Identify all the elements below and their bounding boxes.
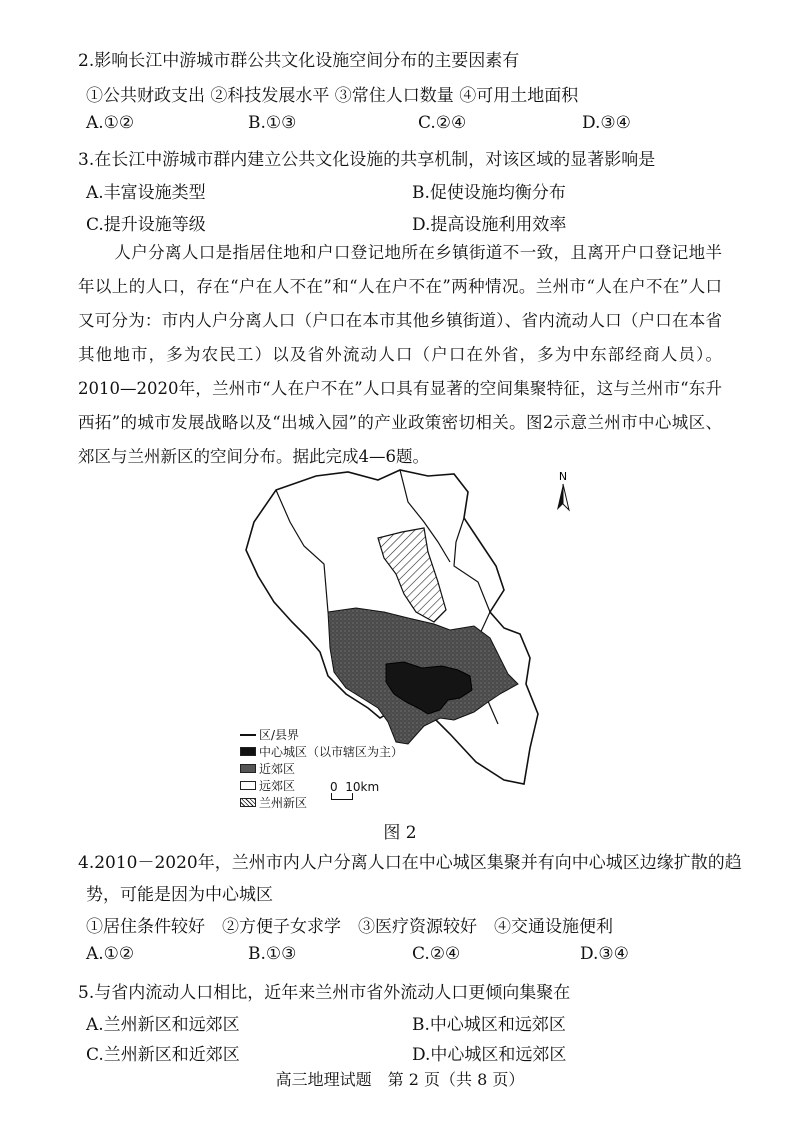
q4-option-b: B.①③ — [248, 944, 297, 964]
q2-option-a: A.①② — [86, 113, 135, 133]
legend-item-new-area: 兰州新区 — [240, 794, 403, 811]
scale-bar-graphic — [331, 793, 353, 800]
legend-swatch-central — [240, 747, 256, 756]
q4-option-d: D.③④ — [580, 944, 629, 964]
q4-stem-line1: 4.2010－2020年，兰州市内人户分离人口在中心城区集聚并有向中心城区边缘扩散的趋 — [78, 853, 742, 873]
q2-option-b: B.①③ — [248, 113, 297, 133]
q3-options-row2 — [86, 210, 726, 236]
q5-options-row1 — [86, 1010, 726, 1036]
q5-option-c: C.兰州新区和近郊区 — [86, 1045, 240, 1065]
reading-passage: 人户分离人口是指居住地和户口登记地所在乡镇街道不一致，且离开户口登记地半年以上的人口，存在“户在人不在”和“人在户不在”两种情况。兰州市“人在户不在”人口又可分为：市内人户分离人口（户口在本市其他乡镇街道）、省内流动人口（户口在本省其他地市，多为农民工）以及省外流动人口（户口在外省，多为中东部经商人员）。2010—2020年，兰州市“人在户不在”人口具有显著的空间集聚特征，这与兰州市“东升西拓”的城市发展战略以及“出城入园”的产业政策密切相关。图2示意兰州市中心城区、郊区与兰州新区的空间分布。据此完成4—6题。 — [78, 243, 722, 466]
q4-option-c: C.②④ — [412, 944, 461, 964]
figure-caption: 图 2 — [383, 823, 417, 843]
q2-stem: 2.影响长江中游城市群公共文化设施空间分布的主要因素有 — [78, 51, 520, 71]
scale-label: 0 10km — [330, 780, 380, 794]
q3-stem: 3.在长江中游城市群内建立公共文化设施的共享机制，对该区域的显著影响是 — [78, 150, 656, 170]
q4-option-a: A.①② — [86, 944, 135, 964]
q3-option-a: A.丰富设施类型 — [86, 183, 206, 203]
legend-item-near-suburb: 近郊区 — [240, 760, 403, 777]
legend-item-central: 中心城区（以市辖区为主） — [240, 743, 403, 760]
scale-bar — [330, 780, 379, 794]
q4-stem-line2: 势，可能是因为中心城区 — [86, 885, 273, 905]
q2-items: ①公共财政支出 ②科技发展水平 ③常住人口数量 ④可用土地面积 — [86, 86, 579, 106]
legend-swatch-boundary — [240, 734, 256, 736]
q5-stem: 5.与省内流动人口相比，近年来兰州市省外流动人口更倾向集聚在 — [78, 983, 571, 1003]
legend-swatch-near-suburb — [240, 764, 256, 773]
q2-option-c: C.②④ — [418, 113, 467, 133]
q3-options-row1 — [86, 178, 726, 204]
legend-swatch-new-area — [240, 798, 256, 807]
q4-options — [86, 944, 726, 970]
q4-items: ①居住条件较好 ②方便子女求学 ③医疗资源较好 ④交通设施便利 — [86, 917, 613, 937]
map-legend — [240, 726, 403, 811]
q3-option-b: B.促使设施均衡分布 — [412, 183, 566, 203]
legend-item-far-suburb: 远郊区 — [240, 777, 403, 794]
q2-option-d: D.③④ — [582, 113, 631, 133]
q3-option-c: C.提升设施等级 — [86, 215, 206, 235]
q5-option-b: B.中心城区和远郊区 — [412, 1015, 566, 1035]
legend-item-boundary: 区/县界 — [240, 726, 403, 743]
page-footer: 高三地理试题 第 2 页（共 8 页） — [275, 1070, 525, 1089]
q5-option-d: D.中心城区和远郊区 — [412, 1045, 567, 1065]
north-arrow-icon — [551, 470, 575, 520]
legend-swatch-far-suburb — [240, 781, 256, 790]
q5-option-a: A.兰州新区和远郊区 — [86, 1015, 240, 1035]
q2-options — [86, 113, 726, 139]
north-label: N — [558, 470, 568, 483]
q5-options-row2 — [86, 1040, 726, 1066]
q3-option-d: D.提高设施利用效率 — [412, 215, 567, 235]
